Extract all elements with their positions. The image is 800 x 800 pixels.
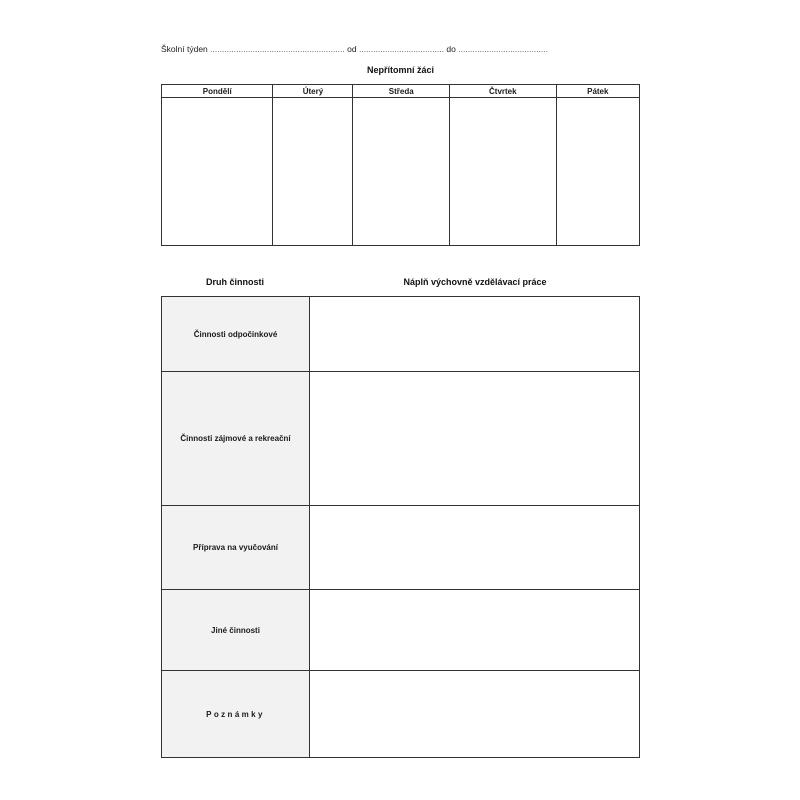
activity-row-other	[162, 590, 640, 671]
absent-entries-row	[162, 98, 640, 246]
activity-type-other: Jiné činnosti	[162, 590, 310, 671]
activity-type-heading: Druh činnosti	[206, 277, 264, 287]
to-label: do	[446, 44, 456, 54]
school-week-label: Školní týden	[161, 44, 208, 54]
activity-type-rest: Činnosti odpočinkové	[162, 297, 310, 372]
activity-content-other[interactable]	[310, 590, 640, 671]
absent-days-header-row	[162, 85, 640, 98]
activity-type-notes: Poznámky	[162, 671, 310, 758]
absent-cell-wednesday[interactable]	[353, 98, 450, 246]
day-header-friday: Pátek	[556, 85, 639, 98]
activity-row-preparation	[162, 506, 640, 590]
day-header-tuesday: Úterý	[273, 85, 353, 98]
activity-type-preparation: Příprava na vyučování	[162, 506, 310, 590]
activity-row-interest	[162, 372, 640, 506]
activity-content-interest[interactable]	[310, 372, 640, 506]
absent-students-table	[161, 84, 640, 246]
from-date-blank[interactable]: ....................................	[359, 44, 445, 54]
absent-cell-thursday[interactable]	[450, 98, 557, 246]
absent-cell-tuesday[interactable]	[273, 98, 353, 246]
activity-content-heading: Náplň výchovně vzdělávací práce	[403, 277, 547, 287]
absent-cell-friday[interactable]	[556, 98, 639, 246]
to-date-blank[interactable]: ......................................	[458, 44, 548, 54]
day-header-thursday: Čtvrtek	[450, 85, 557, 98]
activity-row-rest	[162, 297, 640, 372]
day-header-monday: Pondělí	[162, 85, 273, 98]
absent-students-title: Nepřítomní žáci	[366, 65, 434, 75]
activity-type-interest: Činnosti zájmové a rekreační	[162, 372, 310, 506]
from-label: od	[347, 44, 357, 54]
absent-cell-monday[interactable]	[162, 98, 273, 246]
school-week-line	[161, 44, 548, 54]
activity-content-rest[interactable]	[310, 297, 640, 372]
activities-table	[161, 296, 640, 758]
activity-content-notes[interactable]	[310, 671, 640, 758]
activity-content-preparation[interactable]	[310, 506, 640, 590]
activity-row-notes	[162, 671, 640, 758]
school-week-blank[interactable]: .........................................................	[210, 44, 345, 54]
day-header-wednesday: Středa	[353, 85, 450, 98]
